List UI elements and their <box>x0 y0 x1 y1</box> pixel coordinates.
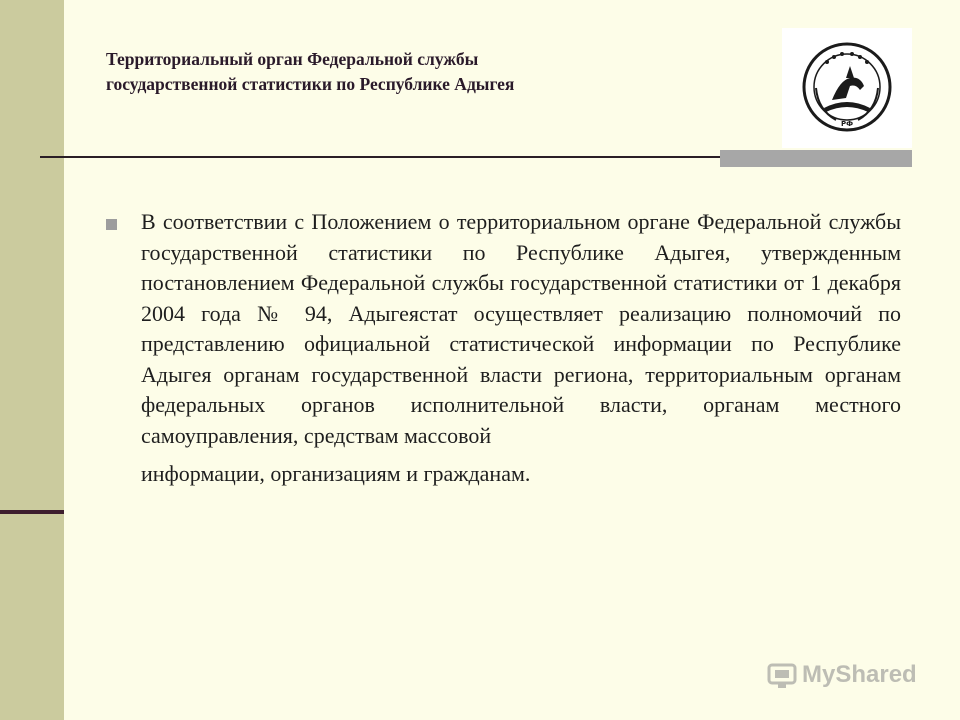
emblem-panel <box>782 28 912 148</box>
bullet-square <box>106 219 117 230</box>
svg-text:РФ: РФ <box>840 120 854 128</box>
title-line-2: государственной статистики по Республике Адыгея <box>106 74 515 94</box>
paragraph-text: В соответствии с Положением о территориальном органе Федеральной службы государственной статистики по Республике Адыгея, утвержденным постановлением Федеральной службы государственной статистики от 1 декабря 2004 года № 94, Адыгеястат осуществляет реализацию полномочий по представлению официальной статистической информации по Республике Адыгея органам государственной власти региона, территориальным органам федеральных органов исполнительной власти, органам местного самоуправления, средствам массовой <box>141 209 901 448</box>
side-band-marker <box>0 510 64 514</box>
myshared-logo-icon <box>766 660 798 690</box>
adygea-emblem-icon <box>802 40 892 135</box>
header-divider-accent <box>720 150 912 167</box>
paragraph-last-line: информации, организациям и гражданам. <box>141 461 531 486</box>
side-band <box>0 0 64 720</box>
watermark-text: MyShared <box>802 661 917 688</box>
watermark <box>766 656 917 694</box>
body-paragraph <box>141 207 901 490</box>
title-line-1: Территориальный орган Федеральной службы <box>106 49 479 69</box>
slide-title <box>106 47 746 97</box>
